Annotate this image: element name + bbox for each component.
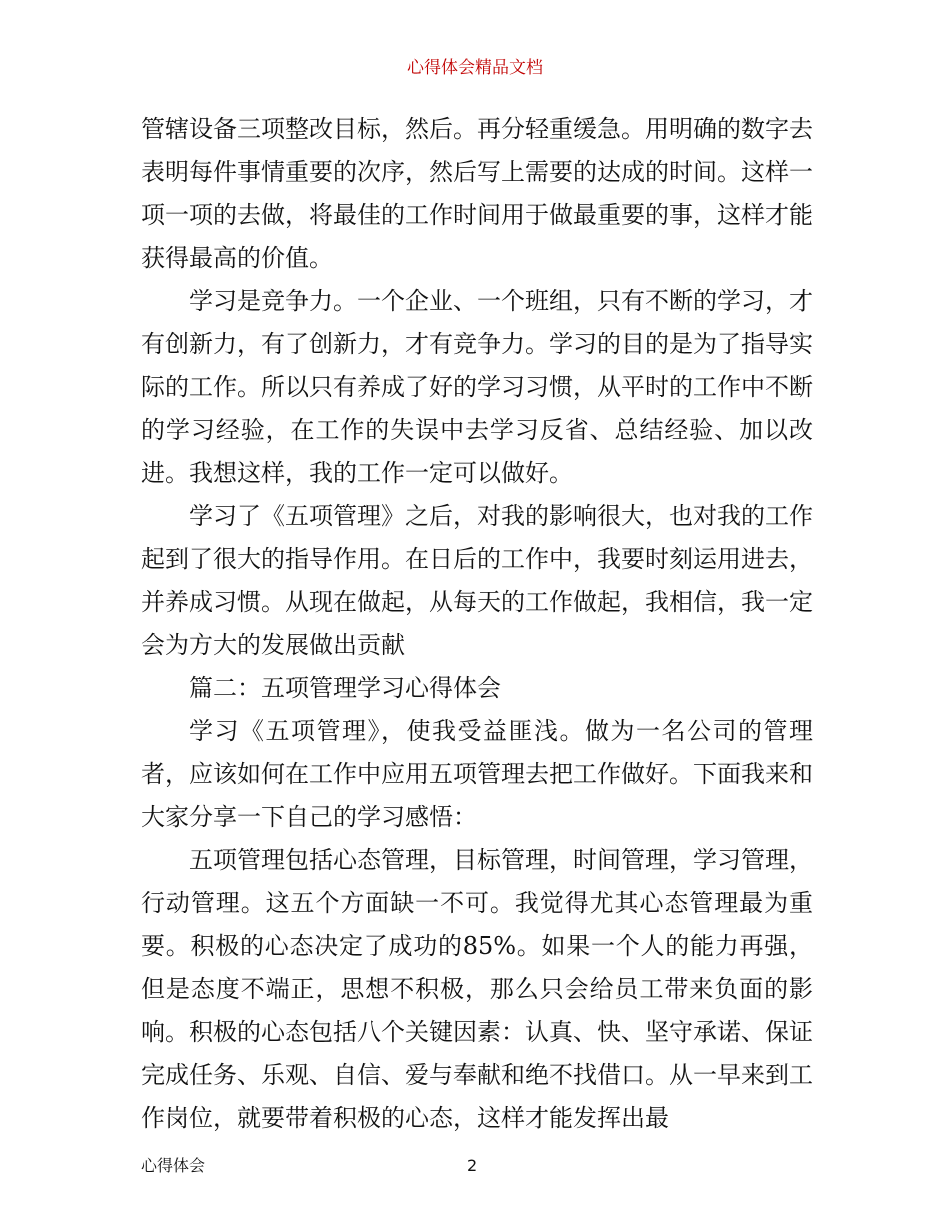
page-header-title: 心得体会精品文档 — [407, 58, 543, 78]
paragraph-1: 管辖设备三项整改目标，然后。再分轻重缓急。用明确的数字去表明每件事情重要的次序，然后写上需要的达成的时间。这样一项一项的去做，将最佳的工作时间用于做最重要的事，这样才能获得最高的价值。 — [141, 115, 813, 272]
paragraph-4: 学习《五项管理》，使我受益匪浅。做为一名公司的管理者，应该如何在工作中应用五项管理去把工作做好。下面我来和大家分享一下自己的学习感悟： — [141, 717, 813, 831]
document-body — [141, 108, 813, 1140]
footer-label: 心得体会 — [141, 1156, 206, 1175]
page-number: 2 — [467, 1156, 478, 1175]
paragraph-2: 学习是竞争力。一个企业、一个班组，只有不断的学习，才有创新力，有了创新力，才有竞争力。学习的目的是为了指导实际的工作。所以只有养成了好的学习习惯，从平时的工作中不断的学习经验，在工作的失误中去学习反省、总结经验、加以改进。我想这样，我的工作一定可以做好。 — [141, 287, 813, 487]
paragraph-5: 五项管理包括心态管理，目标管理，时间管理，学习管理，行动管理。这五个方面缺一不可。我觉得尤其心态管理最为重要。积极的心态决定了成功的85%。如果一个人的能力再强，但是态度不端正，思想不积极，那么只会给员工带来负面的影响。积极的心态包括八个关键因素：认真、快、坚守承诺、保证完成任务、乐观、自信、爱与奉献和绝不找借口。从一早来到工作岗位，就要带着积极的心态，这样才能发挥出最 — [141, 846, 813, 1132]
paragraph-3: 学习了《五项管理》之后，对我的影响很大，也对我的工作起到了很大的指导作用。在日后的工作中，我要时刻运用进去，并养成习惯。从现在做起，从每天的工作做起，我相信，我一定会为方大的发展做出贡献 — [141, 502, 813, 659]
section-heading: 篇二：五项管理学习心得体会 — [189, 674, 501, 702]
